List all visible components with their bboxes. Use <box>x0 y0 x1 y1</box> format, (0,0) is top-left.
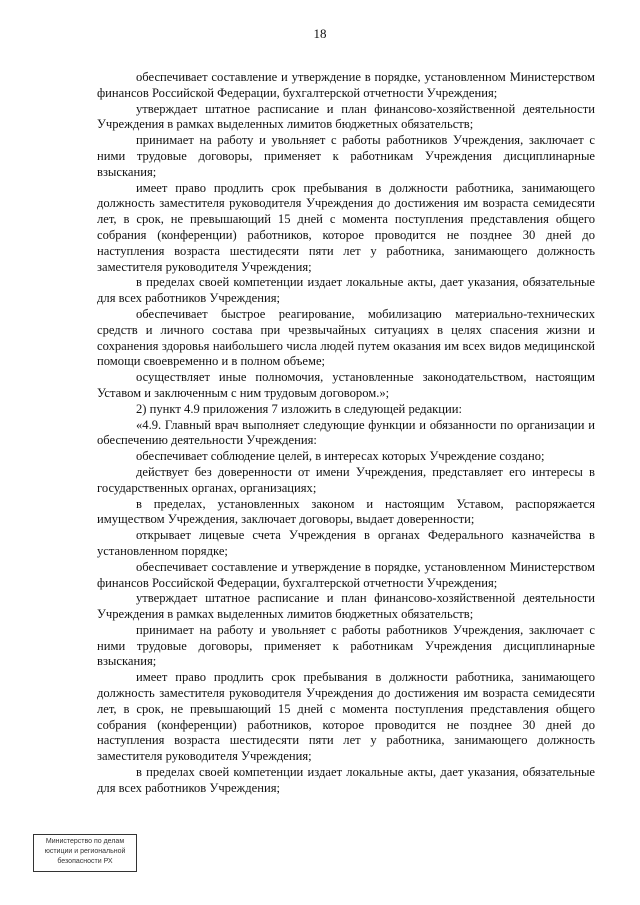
paragraph: в пределах своей компетенции издает локальные акты, дает указания, обязательные для всех работников Учреждения; <box>97 275 595 306</box>
paragraph: обеспечивает составление и утверждение в порядке, установленном Министерством финансов Российской Федерации, бухгалтерской отчетности Учреждения; <box>97 70 595 100</box>
document-body <box>97 70 595 797</box>
paragraph: принимает на работу и увольняет с работы работников Учреждения, заключает с ними трудовые договоры, применяет к работникам Учреждения дисциплинарные взыскания; <box>97 133 595 179</box>
paragraph: действует без доверенности от имени Учреждения, представляет его интересы в государственных органах, организациях; <box>97 464 595 495</box>
paragraph: открывает лицевые счета Учреждения в органах Федерального казначейства в установленном порядке; <box>97 528 595 558</box>
paragraph: принимает на работу и увольняет с работы работников Учреждения, заключает с ними трудовые договоры, применяет к работникам Учреждения дисциплинарные взыскания; <box>97 622 595 669</box>
paragraph: утверждает штатное расписание и план финансово-хозяйственной деятельности Учреждения в рамках выделенных лимитов бюджетных обязательств; <box>97 591 595 622</box>
paragraph: обеспечивает соблюдение целей, в интересах которых Учреждение создано; <box>136 449 545 464</box>
paragraph: осуществляет иные полномочия, установленные законодательством, настоящим Уставом и заключенным с ним трудовым договором.»; <box>97 370 595 400</box>
page-number: 18 <box>313 26 327 41</box>
stamp-line: безопасности РХ <box>57 858 113 865</box>
stamp-line: Министерство по делам <box>45 838 125 845</box>
paragraph: обеспечивает быстрое реагирование, мобилизацию материально-технических средств и личного состава при чрезвычайных ситуациях в целях спасения жизни и сохранения здоровья наибольшего числа людей путем оказания им всех видов медицинской помощи своевременно и в полном объеме; <box>97 306 595 369</box>
paragraph: в пределах своей компетенции издает локальные акты, дает указания, обязательные для всех работников Учреждения; <box>97 765 595 795</box>
registration-stamp <box>33 834 137 872</box>
paragraph: утверждает штатное расписание и план финансово-хозяйственной деятельности Учреждения в рамках выделенных лимитов бюджетных обязательств; <box>97 101 595 132</box>
paragraph: обеспечивает составление и утверждение в порядке, установленном Министерством финансов Российской Федерации, бухгалтерской отчетности Учреждения; <box>97 559 595 590</box>
paragraph: имеет право продлить срок пребывания в должности работника, занимающего должность заместителя руководителя Учреждения до достижения им возраста семидесяти лет, в срок, не превышающий 15 дней с момента поступления представления общего собрания (конференции) работников, которое проводится не позднее 30 дней до наступления возраста шестидесяти пяти лет у работника, занимающего должность заместителя руководителя Учреждения; <box>97 670 595 764</box>
paragraph: «4.9. Главный врач выполняет следующие функции и обязанности по организации и обеспечению деятельности Учреждения: <box>97 417 595 448</box>
stamp-line: юстиции и региональной <box>44 848 126 855</box>
paragraph: имеет право продлить срок пребывания в должности работника, занимающего должность заместителя руководителя Учреждения до достижения им возраста семидесяти лет, в срок, не превышающий 15 дней с момента поступления представления общего собрания (конференции) работников, которое проводится не позднее 30 дней до наступления возраста шестидесяти пяти лет у работника, занимающего должность заместителя руководителя Учреждения; <box>97 180 595 274</box>
paragraph: 2) пункт 4.9 приложения 7 изложить в следующей редакции: <box>136 401 462 416</box>
paragraph: в пределах, установленных законом и настоящим Уставом, распоряжается имуществом Учреждения, заключает договоры, выдает доверенности; <box>97 496 595 527</box>
